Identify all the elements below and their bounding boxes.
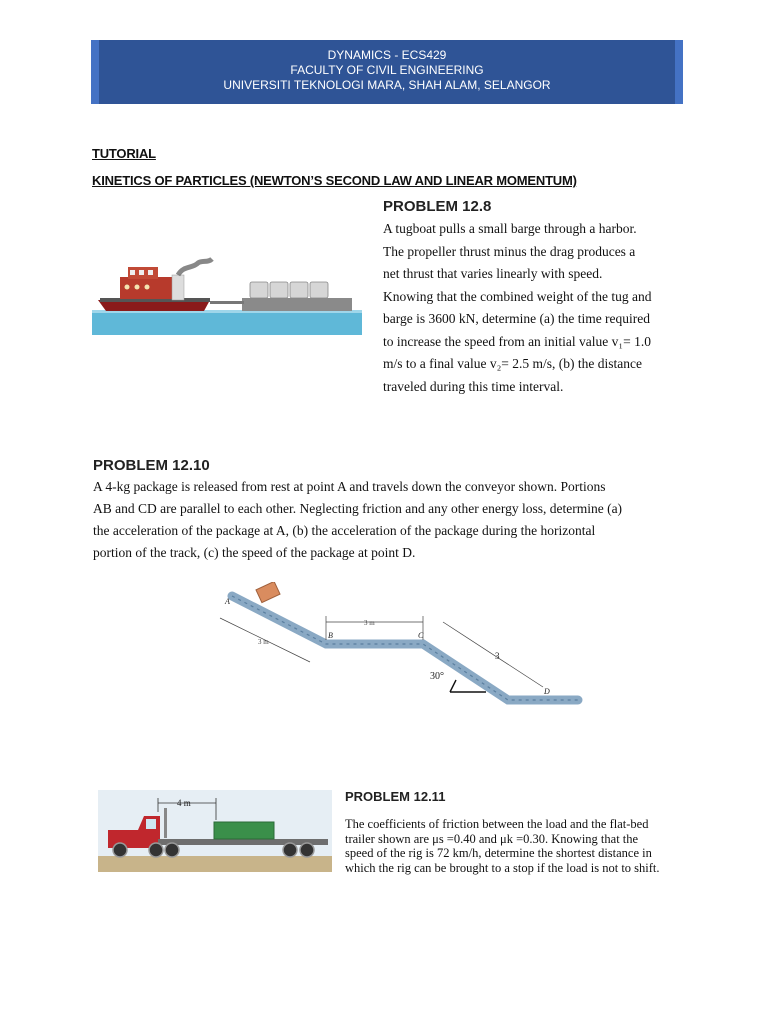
course-header: [91, 40, 683, 104]
angle-arrow: [450, 680, 456, 692]
label-bc-length: 3 m: [364, 619, 375, 627]
problem-line: AB and CD are parallel to each other. Neglecting friction and any other energy loss, determine (a): [93, 501, 623, 516]
header-accent-right: [675, 40, 683, 104]
cab-window: [146, 819, 156, 829]
label-angle: 30°: [430, 671, 444, 682]
porthole: [125, 285, 130, 290]
problem-line: The coefficients of friction between the load and the flat-bed: [345, 817, 649, 831]
tugboat-barge-figure: [92, 255, 362, 335]
window: [130, 270, 135, 275]
header-accent-left: [91, 40, 99, 104]
label-a: A: [225, 597, 230, 606]
problem-12-8-title: PROBLEM 12.8: [383, 198, 492, 215]
exhaust-stack: [164, 808, 167, 838]
tow-line: [210, 301, 244, 304]
problem-12-10-title: PROBLEM 12.10: [93, 457, 210, 474]
header-course-code: DYNAMICS - ECS429: [327, 48, 447, 62]
header-faculty: FACULTY OF CIVIL ENGINEERING: [290, 63, 484, 77]
porthole: [135, 285, 140, 290]
label-b: B: [328, 631, 333, 640]
problem-12-8-text: [383, 218, 683, 398]
problem-line: net thrust that varies linearly with speed.: [383, 266, 603, 281]
problem-line: traveled during this time interval.: [383, 378, 564, 394]
problem-line: A 4-kg package is released from rest at point A and travels down the conveyor shown. Portions: [93, 479, 606, 494]
header-university: UNIVERSITI TEKNOLOGI MARA, SHAH ALAM, SELANGOR: [223, 78, 551, 92]
problem-12-11-text: [345, 817, 685, 875]
tug-funnel: [172, 275, 184, 300]
problem-line: trailer shown are μs =0.40 and μk =0.30. Knowing that the: [345, 831, 639, 846]
problem-line: barge is 3600 kN, determine (a) the time required: [383, 311, 651, 326]
label-cd-length: 3: [495, 651, 500, 661]
barge-hull: [242, 298, 352, 311]
problem-line: The propeller thrust minus the drag produces a: [383, 243, 636, 259]
water: [92, 310, 362, 335]
problem-line: the acceleration of the package at A, (b) the acceleration of the package during the horizontal: [93, 523, 596, 538]
load-crate: [214, 822, 274, 839]
conveyor-figure: [218, 582, 583, 707]
problem-line: portion of the track, (c) the speed of the package at point D.: [93, 545, 416, 560]
tutorial-heading: TUTORIAL: [92, 146, 156, 161]
label-c: C: [418, 631, 424, 640]
problem-line: Knowing that the combined weight of the tug and: [383, 288, 652, 304]
porthole: [145, 285, 150, 290]
label-d: D: [544, 687, 550, 696]
topic-heading: KINETICS OF PARTICLES (NEWTON’S SECOND LAW AND LINEAR MOMENTUM): [92, 173, 577, 188]
window: [148, 270, 153, 275]
label-4m: 4 m: [177, 798, 191, 808]
problem-12-11-title: PROBLEM 12.11: [345, 789, 446, 804]
problem-line: which the rig can be brought to a stop if the load is not to shift.: [345, 860, 660, 875]
package: [256, 582, 280, 603]
barge-tanks: [250, 282, 328, 298]
ground: [98, 856, 332, 872]
smoke: [178, 259, 212, 275]
problem-line: speed of the rig is 72 km/h, determine the shortest distance in: [345, 846, 652, 860]
dimension-cd: [443, 622, 543, 687]
window: [139, 270, 144, 275]
problem-line: m/s to a final value v₂= 2.5 m/s, (b) the distance: [383, 356, 643, 371]
problem-line: to increase the speed from an initial value v₁= 1.0: [383, 333, 651, 349]
label-ab-length: 3 m: [258, 638, 269, 646]
problem-line: A tugboat pulls a small barge through a harbor.: [383, 221, 637, 236]
conveyor-belt: [232, 596, 578, 700]
truck-trailer-figure: [98, 790, 332, 872]
problem-12-10-text: [93, 476, 693, 564]
